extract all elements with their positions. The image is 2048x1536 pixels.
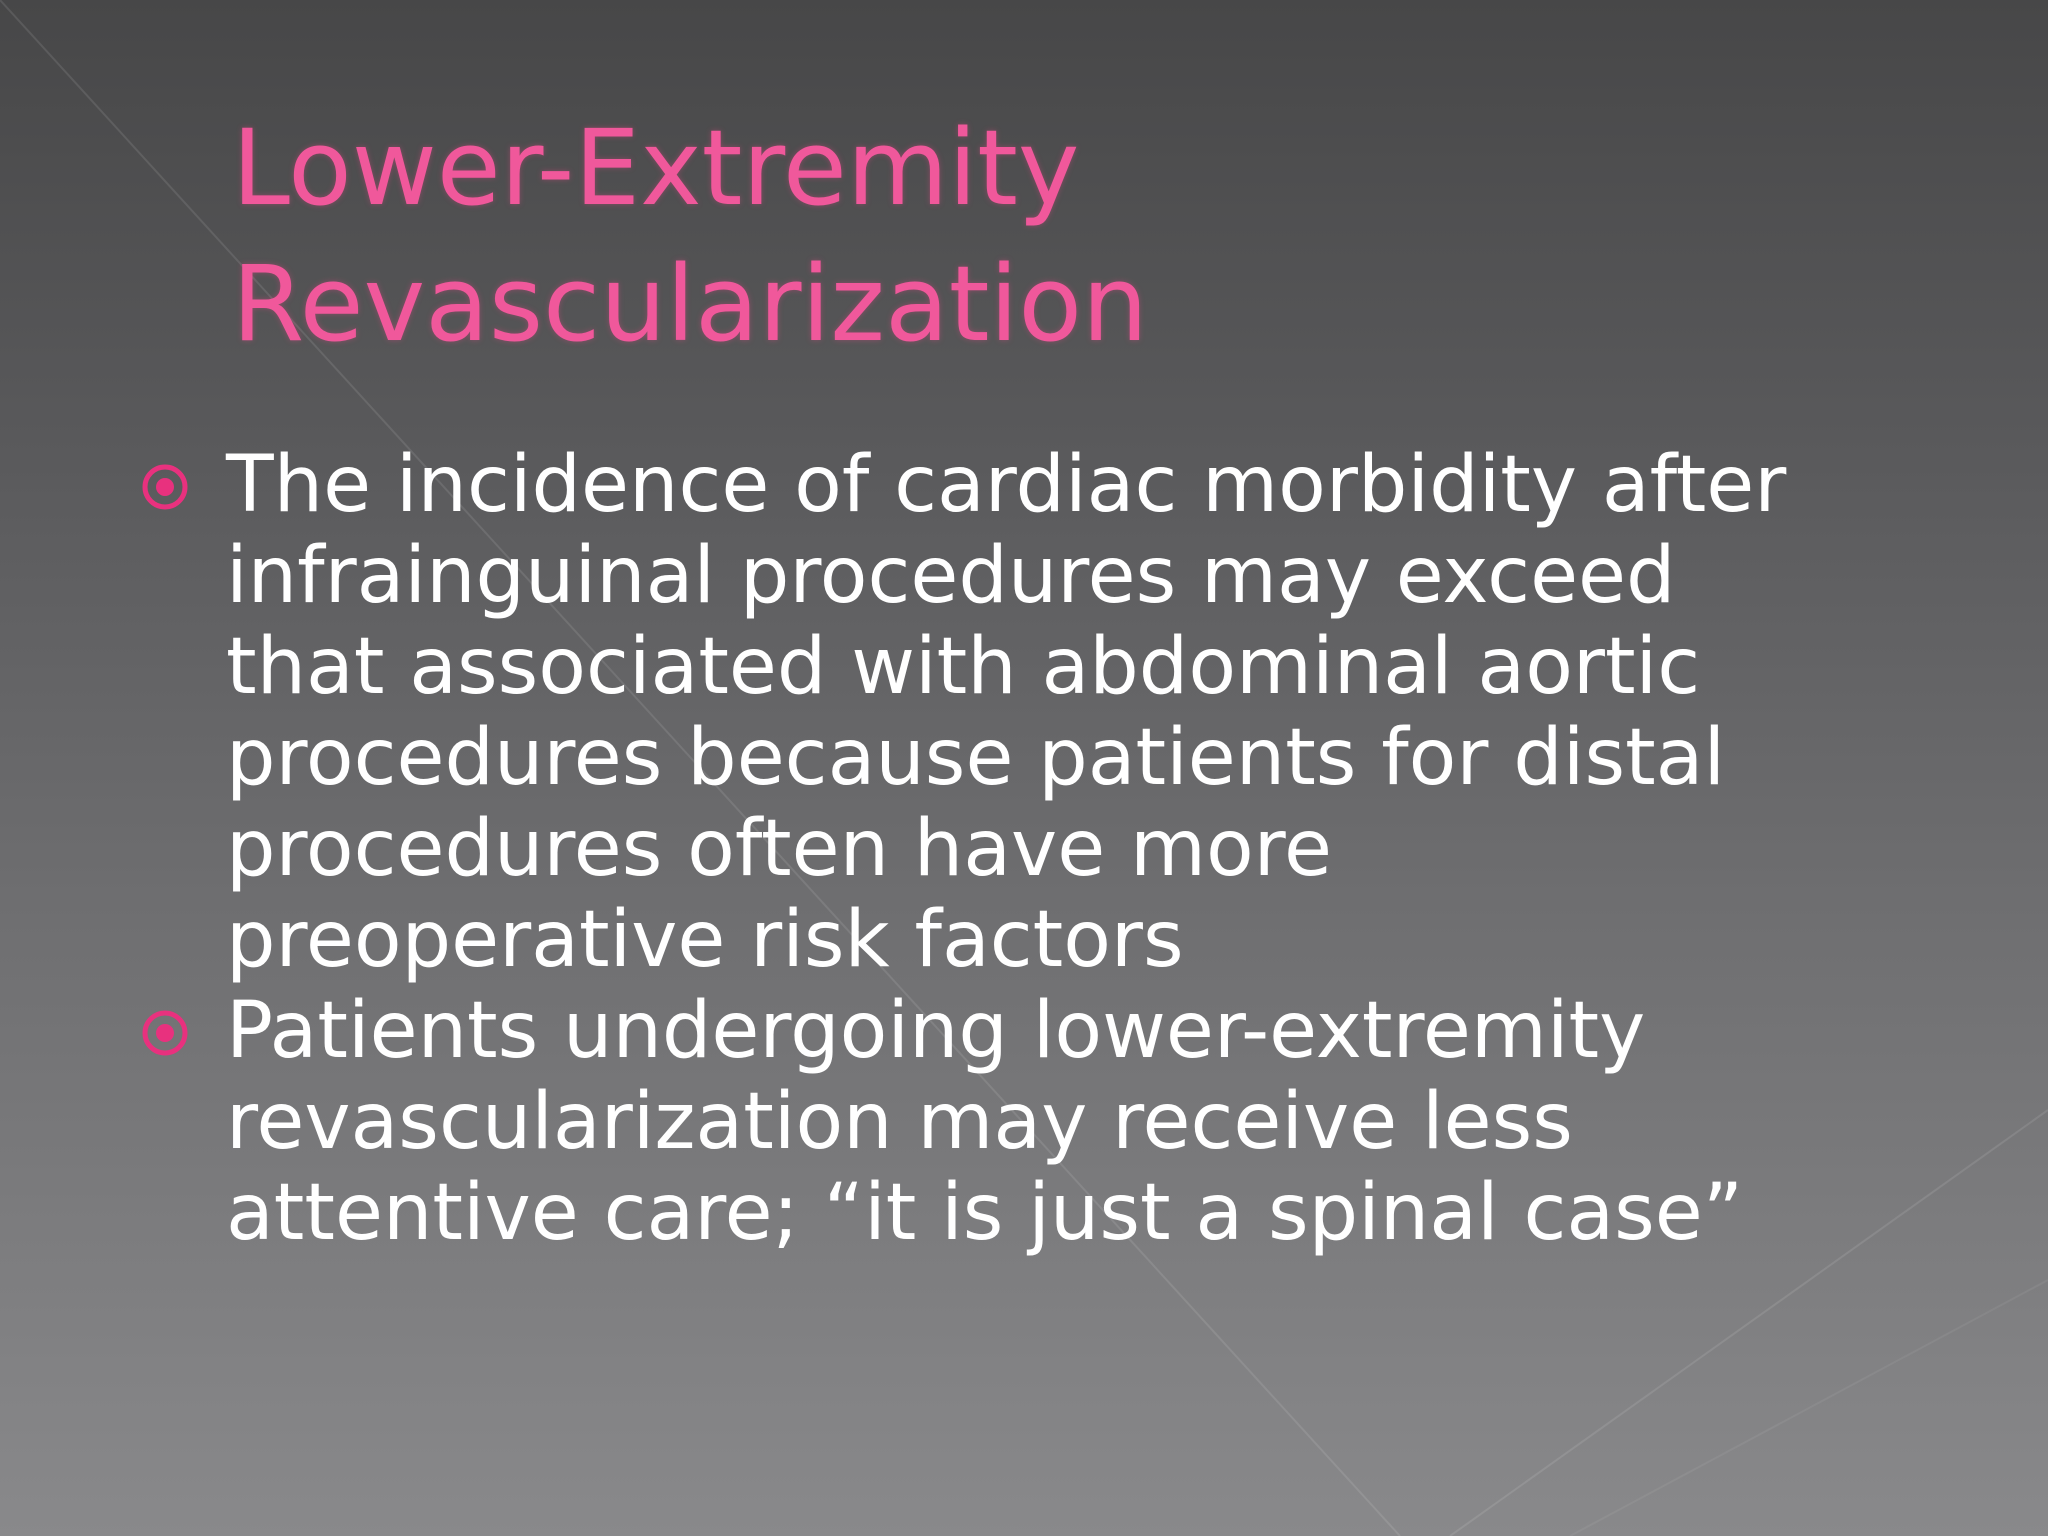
bullet-line: Patients undergoing lower-extremity: [226, 986, 1646, 1076]
bullet-line: attentive care; “it is just a spinal case”: [226, 1168, 1744, 1258]
bullet-line: preoperative risk factors: [226, 895, 1184, 985]
slide-title-line: Lower-Extremity: [232, 107, 1080, 229]
bullet-item: [140, 440, 2000, 986]
bullet-line: The incidence of cardiac morbidity after: [226, 440, 1787, 530]
bullet-line: procedures often have more: [226, 804, 1333, 894]
bullet-line: infrainguinal procedures may exceed: [226, 531, 1676, 621]
bullet-item: [140, 986, 2000, 1259]
bullet-line: revascularization may receive less: [226, 1077, 1573, 1167]
slide-title-line: Revascularization: [232, 243, 1148, 365]
bullet-line: procedures because patients for distal: [226, 713, 1726, 803]
slide-title: [232, 100, 1932, 372]
bullet-list: [140, 440, 2000, 1259]
bullet-line: that associated with abdominal aortic: [226, 622, 1701, 712]
target-bullet-icon: [140, 462, 190, 512]
target-bullet-icon: [140, 1008, 190, 1058]
